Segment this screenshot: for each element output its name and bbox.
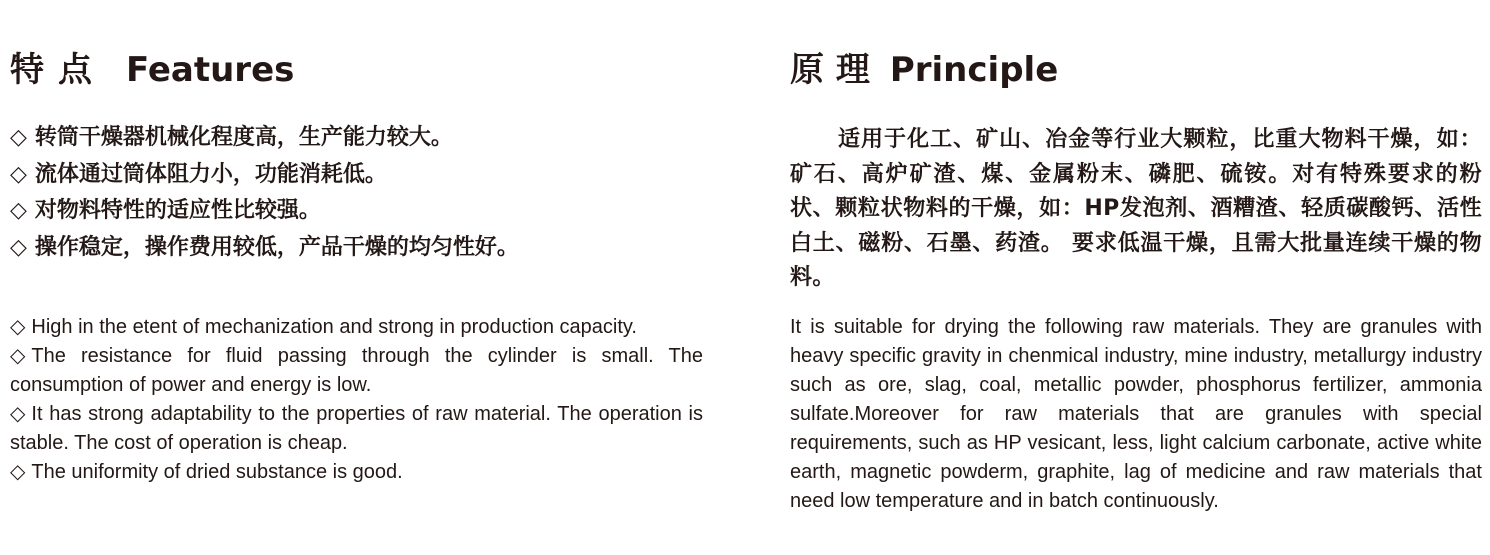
features-title-zh-char: 点 (58, 50, 92, 90)
feature-zh-text: 操作稳定，操作费用较低，产品干燥的均匀性好。 (34, 234, 519, 260)
features-zh-list (10, 120, 519, 266)
principle-title-en: Principle (889, 50, 1059, 90)
principle-en-paragraph: It is suitable for drying the following raw materials. They are granules with heavy specific gravity in chenmical industry, mine industry, metallurgy industry such as ore, slag, coal, metallic powder, phosphorus fertilizer, ammonia sulfate.Moreover for raw materials that are granules with special requirements, such as HP vesicant, less, light calcium carbonate, active white earth, magnetic powderm, graphite, lag of medicine and raw materials that need low temperature and in batch continuously. (790, 316, 1482, 512)
feature-en-text: High in the etent of mechanization and strong in production capacity. (31, 316, 637, 338)
diamond-bullet-icon: ◇ (10, 125, 27, 150)
diamond-bullet-icon: ◇ (10, 345, 26, 367)
feature-zh-text: 转筒干燥器机械化程度高，生产能力较大。 (34, 125, 453, 150)
list-item (10, 230, 519, 267)
features-en-list (10, 313, 703, 487)
list-item (10, 400, 703, 458)
list-item (10, 157, 519, 194)
list-item (10, 313, 703, 342)
feature-en-text: It has strong adaptability to the properties of raw material. The operation is stable. The cost of operation is cheap. (10, 403, 703, 454)
diamond-bullet-icon: ◇ (10, 161, 27, 187)
feature-zh-text: 流体通过筒体阻力小，功能消耗低。 (34, 161, 387, 187)
list-item (10, 342, 703, 400)
feature-en-text: The uniformity of dried substance is good. (31, 461, 403, 483)
features-heading (10, 48, 294, 92)
list-item (10, 458, 703, 487)
principle-heading (790, 48, 1058, 92)
features-title-zh (10, 50, 106, 90)
diamond-bullet-icon: ◇ (10, 234, 27, 260)
diamond-bullet-icon: ◇ (10, 198, 27, 223)
diamond-bullet-icon: ◇ (10, 316, 26, 338)
feature-zh-text: 对物料特性的适应性比较强。 (34, 198, 321, 223)
principle-zh-paragraph: 适用于化工、矿山、冶金等行业大颗粒，比重大物料干燥，如：矿石、高炉矿渣、煤、金属粉末、磷肥、硫铵。对有特殊要求的粉状、颗粒状物料的干燥，如：HP发泡剂、酒糟渣、轻质碳酸钙、活性白土、磁粉、石墨、药渣。 要求低温干燥，且需大批量连续干燥的物料。 (790, 127, 1482, 290)
features-title-zh-char: 特 (10, 50, 44, 90)
list-item (10, 193, 519, 230)
diamond-bullet-icon: ◇ (10, 403, 26, 425)
list-item (10, 120, 519, 157)
diamond-bullet-icon: ◇ (10, 461, 26, 483)
feature-en-text: The resistance for fluid passing through the cylinder is small. The consumption of power and energy is low. (10, 345, 703, 396)
features-title-en: Features (126, 50, 295, 90)
principle-title-zh: 原 理 (790, 50, 870, 90)
